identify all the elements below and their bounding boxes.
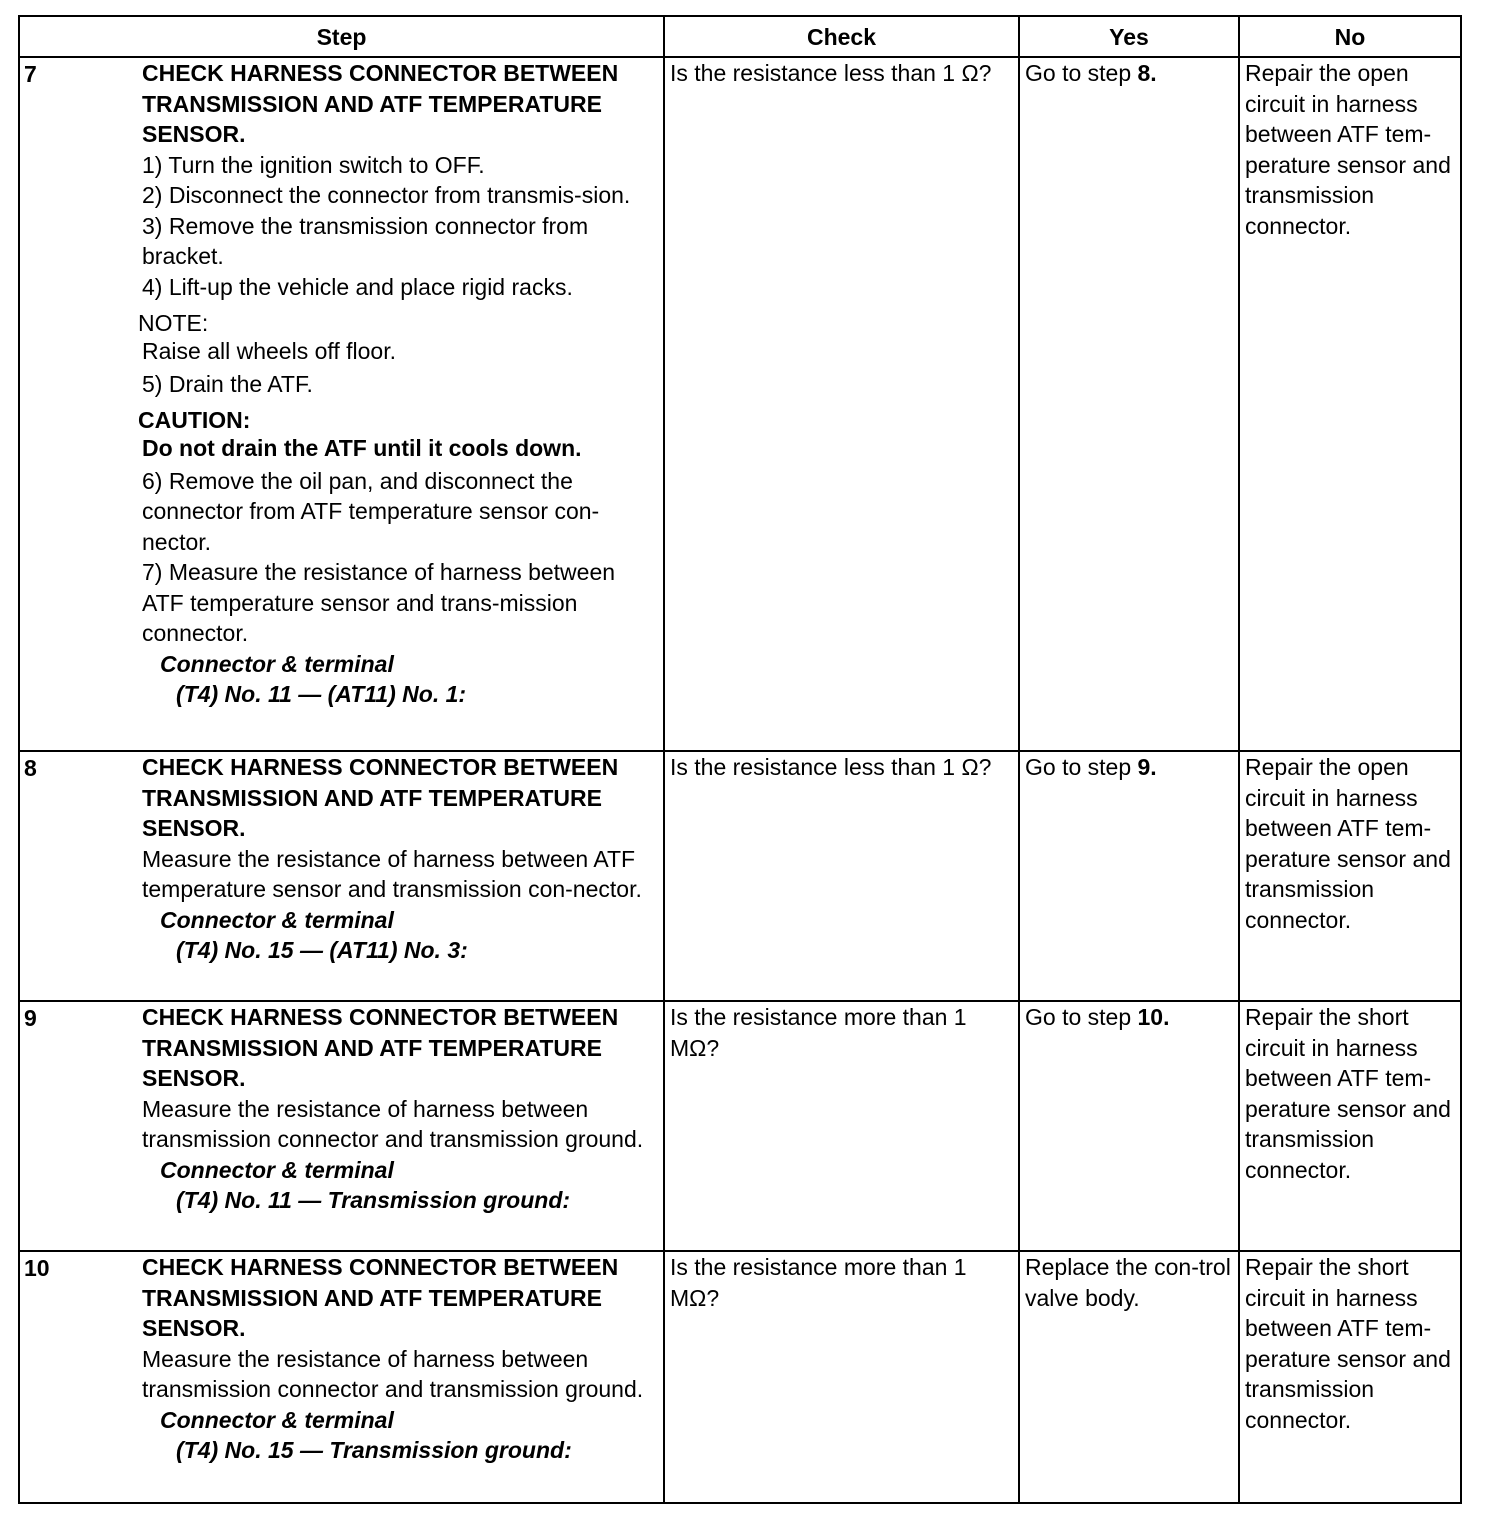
no-text: Repair the open circuit in harness between ATF tem-perature sensor and transmission connector.	[1245, 60, 1451, 239]
header-check: Check	[664, 16, 1019, 57]
step-cell	[19, 57, 664, 751]
step-instruction: 1) Turn the ignition switch to OFF.	[142, 151, 485, 178]
step-title: CHECK HARNESS CONNECTOR BETWEEN TRANSMISSION AND ATF TEMPERATURE SENSOR.	[142, 60, 619, 147]
connector-label: Connector & terminal	[160, 906, 394, 933]
no-text: Repair the open circuit in harness between ATF tem-perature sensor and transmission connector.	[1245, 754, 1451, 933]
check-text: Is the resistance less than 1 Ω?	[670, 60, 992, 86]
note-label: NOTE:	[138, 310, 209, 336]
step-number: 7	[24, 61, 37, 87]
table-row	[19, 1251, 1461, 1503]
yes-text: Go to step	[1025, 754, 1138, 780]
check-text: Is the resistance more than 1 MΩ?	[670, 1004, 967, 1061]
note-text: Raise all wheels off floor.	[142, 337, 396, 364]
check-text: Is the resistance more than 1 MΩ?	[670, 1254, 967, 1311]
connector-label: Connector & terminal	[160, 1156, 394, 1183]
yes-text: Replace the con-trol valve body.	[1025, 1254, 1231, 1311]
step-title: CHECK HARNESS CONNECTOR BETWEEN TRANSMISSION AND ATF TEMPERATURE SENSOR.	[142, 1254, 619, 1341]
check-cell	[664, 57, 1019, 751]
yes-cell	[1019, 1001, 1239, 1251]
check-cell	[664, 1001, 1019, 1251]
yes-text: Go to step	[1025, 1004, 1138, 1030]
table-row	[19, 751, 1461, 1001]
step-number: 9	[24, 1005, 37, 1031]
step-number: 8	[24, 755, 37, 781]
step-cell	[19, 1001, 664, 1251]
header-no: No	[1239, 16, 1461, 57]
yes-cell	[1019, 751, 1239, 1001]
step-title: CHECK HARNESS CONNECTOR BETWEEN TRANSMISSION AND ATF TEMPERATURE SENSOR.	[142, 754, 619, 841]
header-yes: Yes	[1019, 16, 1239, 57]
step-cell	[19, 1251, 664, 1503]
no-cell	[1239, 57, 1461, 751]
step-instruction: Measure the resistance of harness between ATF temperature sensor and transmission con-nector.	[142, 845, 642, 902]
connector-terminal: (T4) No. 11 — (AT11) No. 1:	[176, 681, 467, 707]
step-title: CHECK HARNESS CONNECTOR BETWEEN TRANSMISSION AND ATF TEMPERATURE SENSOR.	[142, 1004, 619, 1091]
connector-terminal: (T4) No. 15 — (AT11) No. 3:	[176, 937, 468, 963]
header-row	[19, 16, 1461, 57]
no-text: Repair the short circuit in harness between ATF tem-perature sensor and transmission connector.	[1245, 1254, 1451, 1433]
check-text: Is the resistance less than 1 Ω?	[670, 754, 992, 780]
step-cell	[19, 751, 664, 1001]
step-instruction: 5) Drain the ATF.	[142, 370, 313, 397]
no-cell	[1239, 751, 1461, 1001]
step-number: 10	[24, 1255, 50, 1281]
connector-terminal: (T4) No. 11 — Transmission ground:	[176, 1187, 571, 1213]
diagnostic-table	[18, 15, 1462, 1504]
caution-text: Do not drain the ATF until it cools down.	[142, 434, 582, 461]
yes-cell	[1019, 1251, 1239, 1503]
connector-label: Connector & terminal	[160, 1406, 394, 1433]
step-reference: 10.	[1137, 1004, 1170, 1030]
no-text: Repair the short circuit in harness between ATF tem-perature sensor and transmission connector.	[1245, 1004, 1451, 1183]
step-instruction: Measure the resistance of harness between transmission connector and transmission ground.	[142, 1345, 644, 1402]
check-cell	[664, 1251, 1019, 1503]
step-instruction: 7) Measure the resistance of harness between ATF temperature sensor and trans-mission connector.	[142, 559, 616, 646]
step-instruction: 2) Disconnect the connector from transmis-sion.	[142, 182, 631, 208]
step-instruction: 6) Remove the oil pan, and disconnect the connector from ATF temperature sensor con-nector.	[142, 467, 600, 555]
yes-cell	[1019, 57, 1239, 751]
connector-terminal: (T4) No. 15 — Transmission ground:	[176, 1437, 572, 1463]
check-cell	[664, 751, 1019, 1001]
no-cell	[1239, 1251, 1461, 1503]
yes-text: Go to step	[1025, 60, 1138, 86]
step-reference: 9.	[1137, 754, 1157, 780]
step-instruction: Measure the resistance of harness between transmission connector and transmission ground.	[142, 1095, 644, 1152]
connector-label: Connector & terminal	[160, 650, 394, 677]
step-instruction: 4) Lift-up the vehicle and place rigid racks.	[142, 273, 573, 300]
no-cell	[1239, 1001, 1461, 1251]
step-reference: 8.	[1137, 60, 1157, 86]
step-instruction: 3) Remove the transmission connector from bracket.	[142, 212, 589, 269]
caution-label: CAUTION:	[138, 407, 251, 433]
header-step: Step	[19, 16, 664, 57]
table-row	[19, 1001, 1461, 1251]
table-row	[19, 57, 1461, 751]
